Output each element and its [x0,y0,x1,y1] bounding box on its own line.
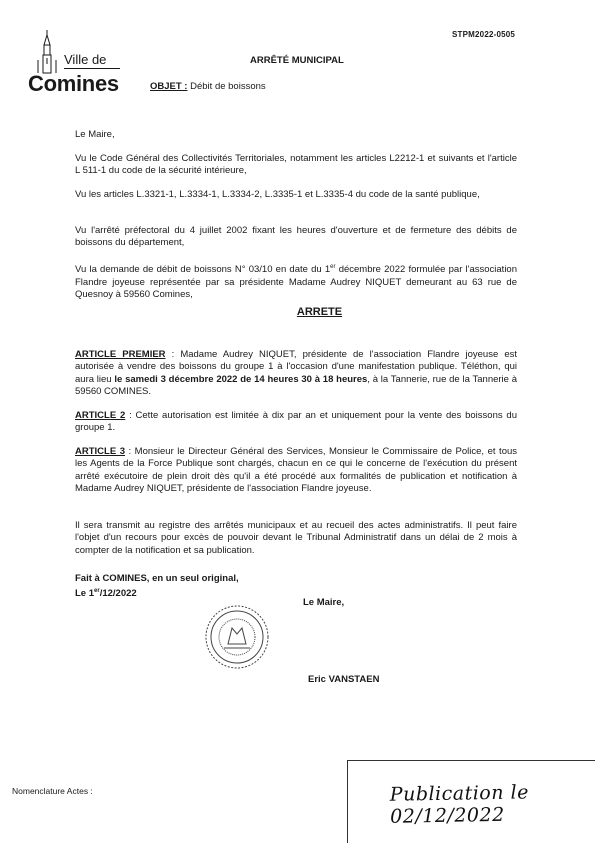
logo-comines: Comines [28,71,119,96]
article-3: ARTICLE 3 : Monsieur le Directeur Général des Services, Monsieur le Commissaire de Police, et tous les Agents de la Force Publique sont chargés, chacun en ce qui le concerne de l'exécution du présent arrêté exécutoire de plein droit dès qu'il a été procédé aux formalités de publication et notification à Madame Audrey NIQUET, présidente de l'association Flandre joyeuse. [75,446,518,495]
salutation: Le Maire, [75,129,115,140]
preamble-paragraph: Vu la demande de débit de boissons N° 03/10 en date du 1er décembre 2022 formulée par l'association Flandre joyeuse représentée par sa présidente Madame Audrey NIQUET demeurant au 63 rue de Quesnoy à 59560 Comines, [75,264,518,300]
article-label: ARTICLE PREMIER [75,349,166,360]
document-reference: STPM2022-0505 [452,30,516,39]
nomenclature-label: Nomenclature Actes : [12,786,93,796]
signatory-title: Le Maire, [303,597,345,608]
article-2: ARTICLE 2 : Cette autorisation est limitée à dix par an et uniquement pour la vente des boissons du groupe 1. [75,410,517,434]
document-title: ARRÊTÉ MUNICIPAL [250,55,344,66]
preamble-paragraph: Vu l'arrêté préfectoral du 4 juillet 2002 fixant les heures d'ouverture et de fermeture des débits de boissons du département, [75,225,517,249]
objet-label: OBJET : [150,81,188,92]
preamble-paragraph: Vu le Code Général des Collectivités Territoriales, notamment les articles L2212-1 et suivants et l'article L 511-1 du code de la sécurité intérieure, [75,153,517,177]
objet-value: Débit de boissons [190,81,266,92]
preamble-paragraph: Vu les articles L.3321-1, L.3334-1, L.3334-2, L.3335-1 et L.3335-4 du code de la santé publique, [75,189,480,200]
publication-handwritten: Publication le 02/12/2022 [389,781,530,828]
recours-paragraph: Il sera transmit au registre des arrêtés municipaux et au recueil des actes administratifs. Il peut faire l'objet d'un recours pour excès de pouvoir devant le Tribunal Administratif dans un délai de 2 mois à compter de la notification et sa publication. [75,520,517,556]
signatory-name: Eric VANSTAEN [308,674,380,685]
logo-ville: Ville de [64,52,107,67]
arrete-heading: ARRETE [296,306,343,318]
article-label: ARTICLE 3 [75,446,125,457]
church-tower-icon [36,30,62,74]
article-label: ARTICLE 2 [75,410,126,421]
logo-underline [64,68,120,69]
official-seal-icon [204,604,270,670]
article-premier: ARTICLE PREMIER : Madame Audrey NIQUET, présidente de l'association Flandre joyeuse est autorisée à vendre des boissons du groupe 1 à l'occasion d'une manifestation publique. Téléthon, qui aura lieu le samedi 3 décembre 2022 de 14 heures 30 à 18 heures, à la Tannerie, rue de la Tannerie à 59560 COMINES. [75,349,518,398]
objet-line [150,81,266,92]
city-logo [28,28,138,98]
fait-a: Fait à COMINES, en un seul original, Le 1er/12/2022 [75,573,239,600]
